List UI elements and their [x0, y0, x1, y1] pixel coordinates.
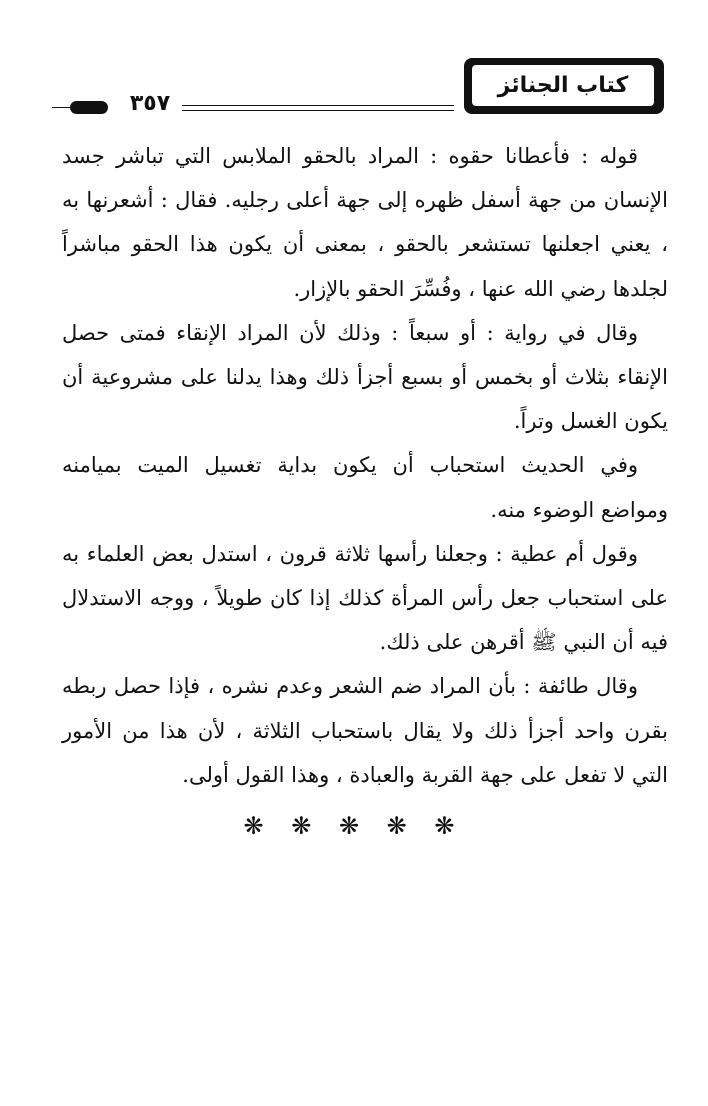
paragraph-4: وقول أم عطية : وجعلنا رأسها ثلاثة قرون ، استدل بعض العلماء به على استحباب جعل رأس المرأة كذلك إذا كان طويلاً ، ووجه الاستدلال فيه أن النبي ﷺ أقرهن على ذلك. — [62, 541, 668, 655]
paragraph-2: وقال في رواية : أو سبعاً : وذلك لأن المراد الإنقاء فمتى حصل الإنقاء بثلاث أو بخمس أو بسبع أجزأ ذلك وهذا يدلنا على مشروعية أن يكون الغسل وتراً. — [62, 320, 668, 434]
paragraph-3: وفي الحديث استحباب أن يكون بداية تغسيل الميت بميامنه ومواضع الوضوء منه. — [62, 453, 668, 522]
header-rule-top — [182, 105, 454, 106]
page-body — [62, 134, 668, 797]
section-separator: ❋ ❋ ❋ ❋ ❋ — [243, 812, 465, 840]
header-ornament-line — [52, 107, 76, 108]
header-rule-bottom — [182, 110, 454, 111]
paragraph-5: وقال طائفة : بأن المراد ضم الشعر وعدم نشره ، فإذا حصل ربطه بقرن واحد أجزأ ذلك ولا يقال باستحباب الثلاثة ، لأن هذا من الأمور التي لا تفعل على جهة القربة والعبادة ، وهذا القول أولى. — [62, 674, 668, 787]
chapter-title: كتاب الجنائز — [470, 63, 656, 108]
paragraph-1: قوله : فأعطانا حقوه : المراد بالحقو الملابس التي تباشر جسد الإنسان من جهة أسفل ظهره إلى جهة أعلى رجليه. فقال : أشعرنها به ، يعني اجعلنها تستشعر بالحقو ، بمعنى أن يكون هذا الحقو مباشراً لجلدها رضي الله عنها ، وفُسِّرَ الحقو بالإزار. — [62, 144, 668, 301]
page-header — [52, 58, 664, 118]
page-number: ٣٥٧ — [129, 91, 171, 116]
chapter-title-frame — [464, 58, 664, 114]
